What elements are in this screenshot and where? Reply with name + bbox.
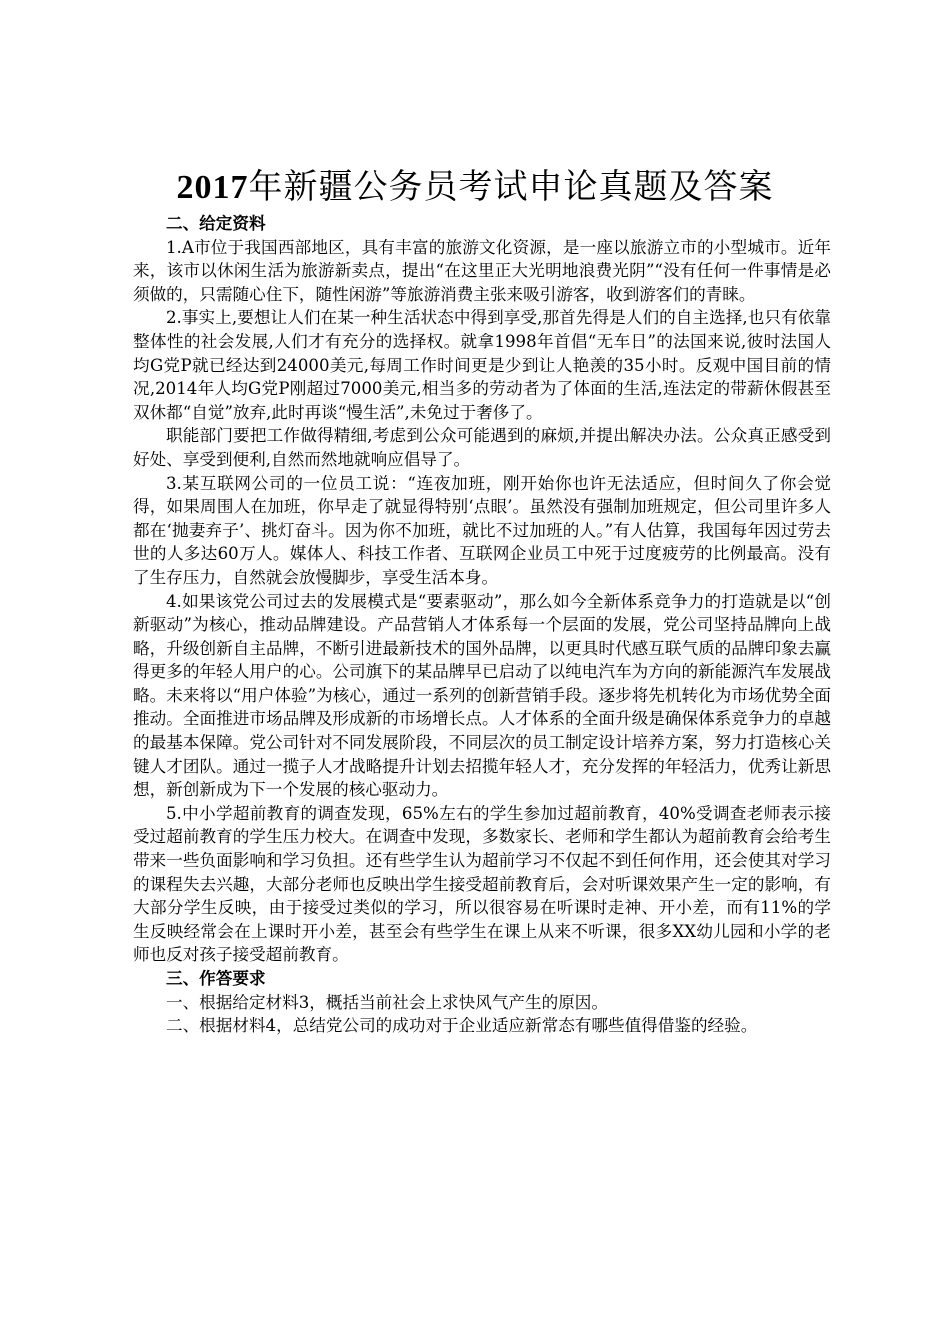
material-paragraph-2: 2.事实上,要想让人们在某一种生活状态中得到享受,那首先得是人们的自主选择,也只有依靠整体性的社会发展,人们才有充分的选择权。就拿1998年首倡“无车日”的法国来说,彼时法国人均G党P就已经达到24000美元,每周工作时间更是少到让人艳羡的35小时。反观中国目前的情况,2014年人均G党P刚超过7000美元,相当多的劳动者为了体面的生活,连法定的带薪休假甚至双休都“自觉”放弃,此时再谈“慢生活”,未免过于奢侈了。 <box>133 308 831 422</box>
section-heading-requirements: 三、作答要求 <box>166 969 266 988</box>
material-paragraph-1: 1.A市位于我国西部地区，具有丰富的旅游文化资源，是一座以旅游立市的小型城市。近年来，该市以休闲生活为旅游新卖点，提出“在这里正大光明地浪费光阴”“没有任何一件事情是必须做的，只需随心住下，随性闲游”等旅游消费主张来吸引游客，收到游客们的青睐。 <box>133 237 831 304</box>
title-year: 2017 <box>176 169 249 206</box>
requirement-item-1: 一、根据给定材料3，概括当前社会上求快风气产生的原因。 <box>166 992 608 1012</box>
material-paragraph-3: 3.某互联网公司的一位员工说：“连夜加班，刚开始你也许无法适应，但时间久了你会觉得，如果周围人在加班，你早走了就显得特别‘点眼’。虽然没有强制加班规定，但公司里许多人都在‘抛妻弃子’、挑灯奋斗。因为你不加班，就比不过加班的人。”有人估算，我国每年因过劳去世的人多达60万人。媒体人、科技工作者、互联网企业员工中死于过度疲劳的比例最高。没有了生存压力，自然就会放慢脚步，享受生活本身。 <box>133 473 831 587</box>
material-paragraph-4: 4.如果该党公司过去的发展模式是“要素驱动”，那么如今全新体系竞争力的打造就是以“创新驱动”为核心，推动品牌建设。产品营销人才体系每一个层面的发展，党公司坚持品牌向上战略，升级创新自主品牌，不断引进最新技术的国外品牌，以更具时代感互联气质的品牌印象去赢得更多的年轻人用户的心。公司旗下的某品牌早已启动了以纯电汽车为方向的新能源汽车发展战略。未来将以“用户体验”为核心，通过一系列的创新营销手段。逐步将先机转化为市场优势全面推动。全面推进市场品牌及形成新的市场增长点。人才体系的全面升级是确保体系竞争力的卓越的最基本保障。党公司针对不同发展阶段，不同层次的员工制定设计培养方案，努力打造核心关键人才团队。通过一揽子人才战略提升计划去招揽年轻人才，充分发挥的年轻活力，优秀让新思想，新创新成为下一个发展的核心驱动力。 <box>133 591 831 800</box>
material-paragraph-2-continued: 职能部门要把工作做得精细,考虑到公众可能遇到的麻烦,并提出解决办法。公众真正感受到好处、享受到便利,自然而然地就响应倡导了。 <box>133 426 831 469</box>
material-paragraph-5: 5.中小学超前教育的调查发现，65%左右的学生参加过超前教育，40%受调查老师表示接受过超前教育的学生压力校大。在调查中发现，多数家长、老师和学生都认为超前教育会给考生带来一些负面影响和学习负担。还有些学生认为超前学习不仅起不到任何作用，还会使其对学习的课程失去兴趣，大部分老师也反映出学生接受超前教育后，会对听课效果产生一定的影响，有大部分学生反映，由于接受过类似的学习，所以很容易在听课时走神、开小差，而有11%的学生反映经常会在上课时开小差，甚至会有些学生在课上从来不听课，很多XX幼儿园和小学的老师也反对孩子接受超前教育。 <box>133 803 831 965</box>
section-heading-materials: 二、给定资料 <box>166 214 266 233</box>
document-body <box>133 212 831 1038</box>
title-text: 年新疆公务员考试申论真题及答案 <box>248 167 774 207</box>
requirement-item-2: 二、根据材料4，总结党公司的成功对于企业适应新常态有哪些值得借鉴的经验。 <box>166 1016 758 1036</box>
document-title <box>0 164 950 211</box>
